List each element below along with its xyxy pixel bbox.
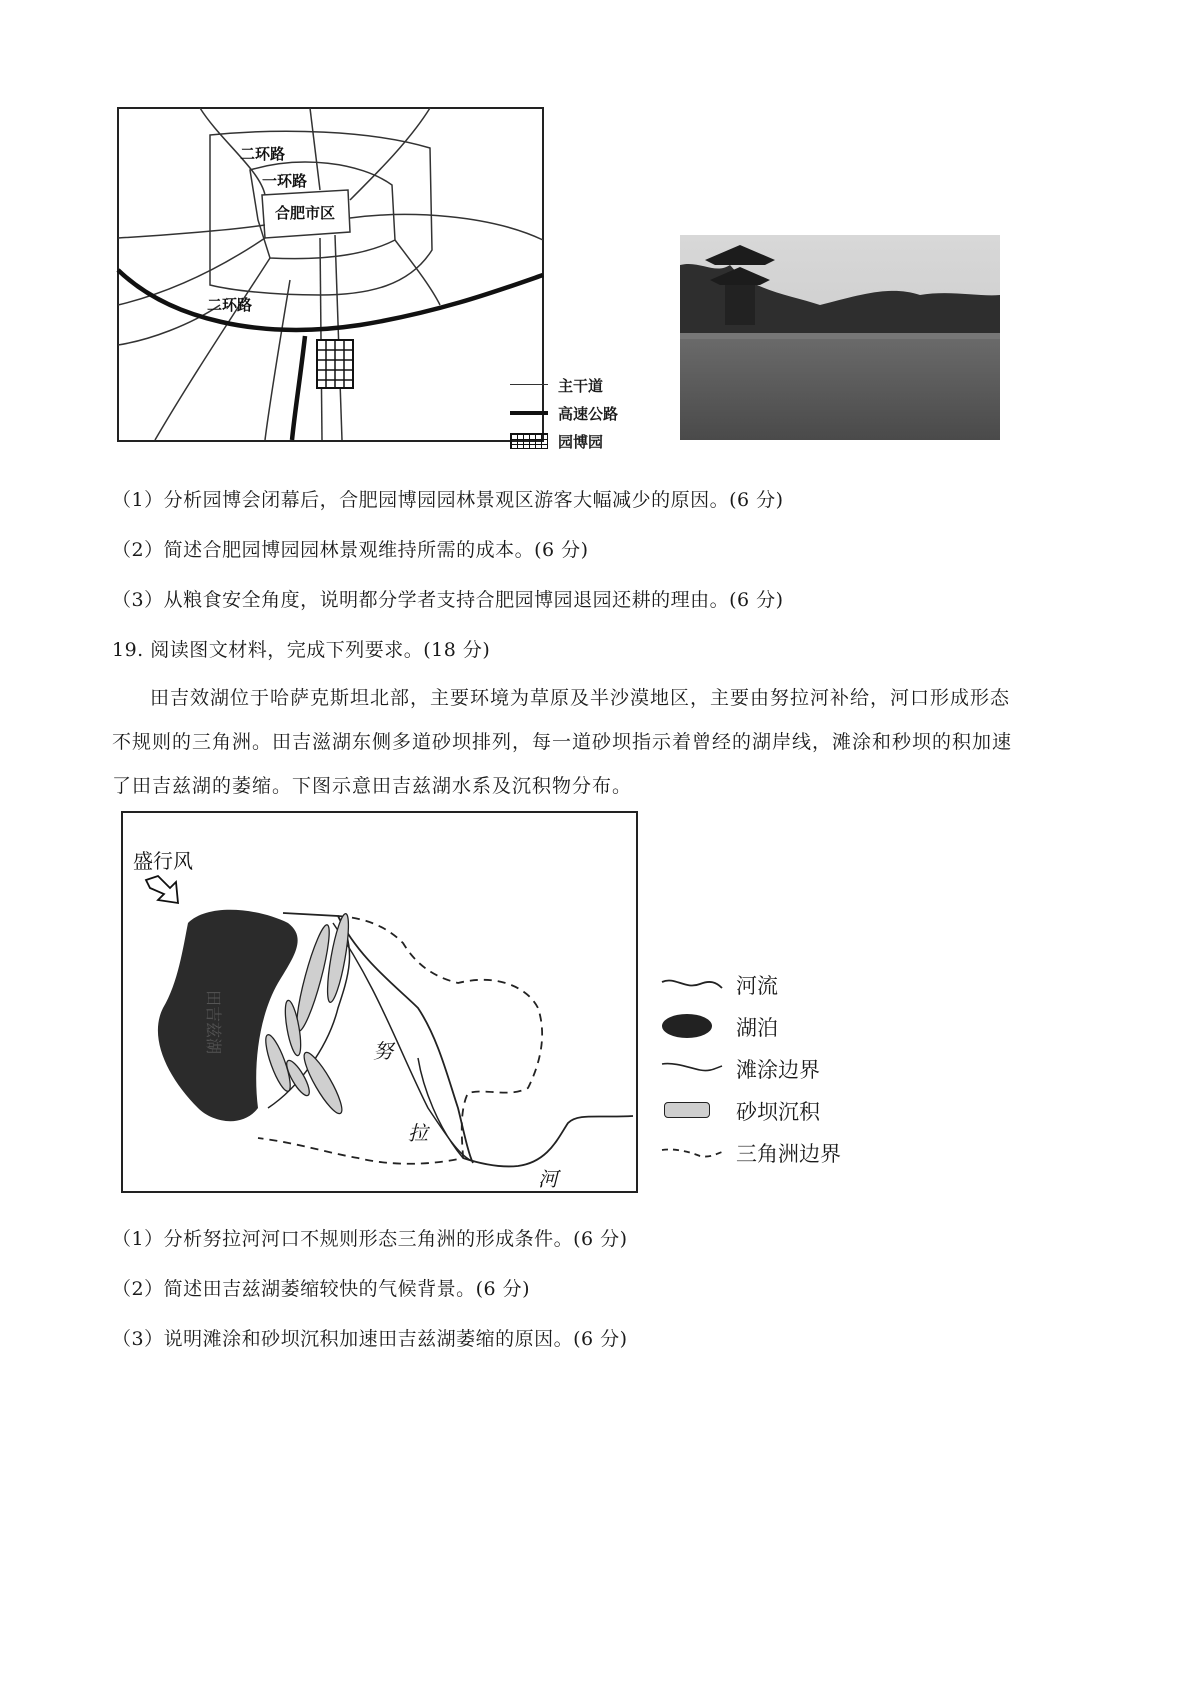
river-char-1: 努 [373, 1039, 393, 1063]
q19-item-3: （3）说明滩涂和砂坝沉积加速田吉兹湖萎缩的原因。(6 分) [112, 1328, 628, 1350]
legend-item [510, 431, 660, 459]
lake-icon [662, 1014, 712, 1038]
wind-label: 盛行风 [133, 849, 193, 873]
legend-label-tidal-flat: 滩涂边界 [736, 1058, 820, 1082]
legend-item [660, 970, 880, 1012]
delta-boundary-icon [660, 1142, 724, 1162]
legend-item [660, 1054, 880, 1096]
tengiz-lake [158, 910, 298, 1121]
main-roads [118, 108, 543, 440]
legend-label-river: 河流 [736, 974, 778, 998]
river-char-2: 拉 [408, 1121, 428, 1145]
legend-item [660, 1012, 880, 1054]
q19-item-1: （1）分析努拉河河口不规则形态三角洲的形成条件。(6 分) [112, 1228, 628, 1250]
q19-paragraph: 田吉效湖位于哈萨克斯坦北部，主要环境为草原及半沙漠地区，主要由努拉河补给，河口形成形态不规则的三角洲。田吉滋湖东侧多道砂坝排列，每一道砂坝指示着曾经的湖岸线，滩涂和秒坝的积加速了田吉兹湖的萎缩。下图示意田吉兹湖水系及沉积物分布。 [112, 687, 1013, 797]
ring2-bottom-label: 二环路 [207, 296, 253, 314]
city-label: 合肥市区 [275, 204, 336, 222]
tengiz-map-legend [660, 970, 880, 1180]
river-char-3: 河 [538, 1167, 558, 1191]
map-legend [510, 375, 660, 459]
ring2-top-label: 二环路 [240, 145, 286, 163]
grid-box-icon [510, 433, 548, 449]
sandbar-icon [664, 1102, 710, 1118]
legend-label-lake: 湖泊 [736, 1016, 778, 1040]
legend-label-expressway: 高速公路 [558, 405, 619, 423]
river-icon [660, 974, 724, 994]
legend-label-main-road: 主干道 [558, 377, 604, 395]
expo-garden-block [317, 340, 353, 388]
q18-item-1: （1）分析园博会闭幕后，合肥园博园园林景观区游客大幅减少的原因。(6 分) [112, 489, 784, 511]
q18-item-3: （3）从粮食安全角度，说明都分学者支持合肥园博园退园还耕的理由。(6 分) [112, 589, 784, 611]
legend-label-expo-garden: 园博园 [558, 433, 604, 451]
legend-item [510, 375, 660, 403]
lake-label: 田吉兹湖 [204, 990, 223, 1055]
q18-item-2: （2）简述合肥园博园园林景观维持所需的成本。(6 分) [112, 539, 589, 561]
hefei-road-map [110, 100, 550, 445]
q19-item-2: （2）简述田吉兹湖萎缩较快的气候背景。(6 分) [112, 1278, 531, 1300]
garden-park-photo [680, 235, 1000, 440]
nura-river [463, 1116, 633, 1166]
thin-line-icon [510, 384, 548, 385]
q19-heading: 19. 阅读图文材料，完成下列要求。(18 分) [112, 639, 491, 661]
legend-label-delta: 三角洲边界 [736, 1142, 841, 1166]
tengiz-lake-map [118, 808, 643, 1198]
wind-arrow-icon [146, 876, 178, 903]
tidal-flat-boundary-icon [660, 1058, 724, 1078]
legend-item [660, 1096, 880, 1138]
ring1-label: 一环路 [262, 172, 308, 190]
legend-item [660, 1138, 880, 1180]
tidal-flat-boundary [283, 913, 473, 1163]
legend-label-sandbar: 砂坝沉积 [736, 1100, 820, 1124]
legend-item [510, 403, 660, 431]
thick-line-icon [510, 411, 548, 415]
